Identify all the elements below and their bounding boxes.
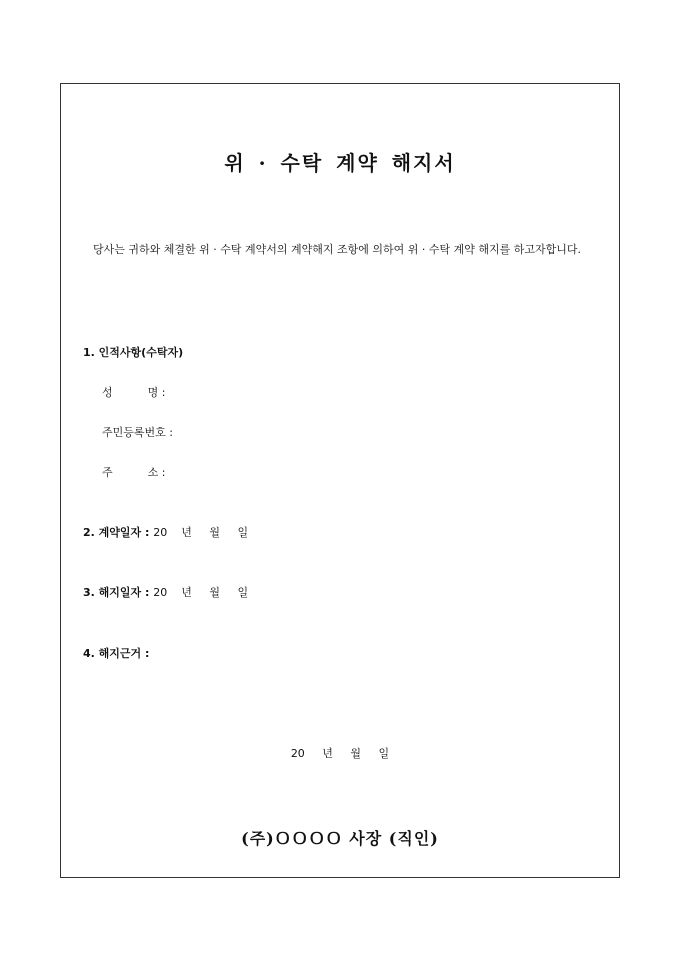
field-address-label: 주 소: [102, 466, 159, 479]
field-name-colon: :: [161, 386, 166, 399]
section-3-termination-date: [83, 584, 248, 600]
section-1-heading: 1. 인적사항(수탁자): [83, 346, 184, 359]
field-resident-number-label: 주민등록번호: [102, 426, 166, 439]
intro-paragraph: 당사는 귀하와 체결한 위 · 수탁 계약서의 계약해지 조항에 의하여 위 · 수탁 계약 해지를 하고자합니다.: [93, 243, 581, 256]
signer-line: (주)ＯＯＯＯ 사장 (직인): [241, 829, 439, 848]
document-title: 위 · 수탁 계약 해지서: [224, 151, 456, 175]
field-name: [102, 384, 165, 400]
section-2-date-value: 20 년 월 일: [153, 526, 249, 539]
field-address-colon: :: [161, 466, 166, 479]
section-4-heading: 4. 해지근거 :: [83, 647, 150, 660]
section-2-heading: 2. 계약일자 :: [83, 526, 150, 539]
field-address: [102, 464, 165, 480]
field-resident-number: [102, 424, 173, 440]
section-2-contract-date: [83, 524, 248, 540]
field-name-label: 성 명: [102, 386, 159, 399]
section-3-date-value: 20 년 월 일: [153, 586, 249, 599]
signing-date: 20 년 월 일: [290, 747, 390, 760]
field-resident-number-colon: :: [169, 426, 173, 439]
section-3-heading: 3. 해지일자 :: [83, 586, 150, 599]
